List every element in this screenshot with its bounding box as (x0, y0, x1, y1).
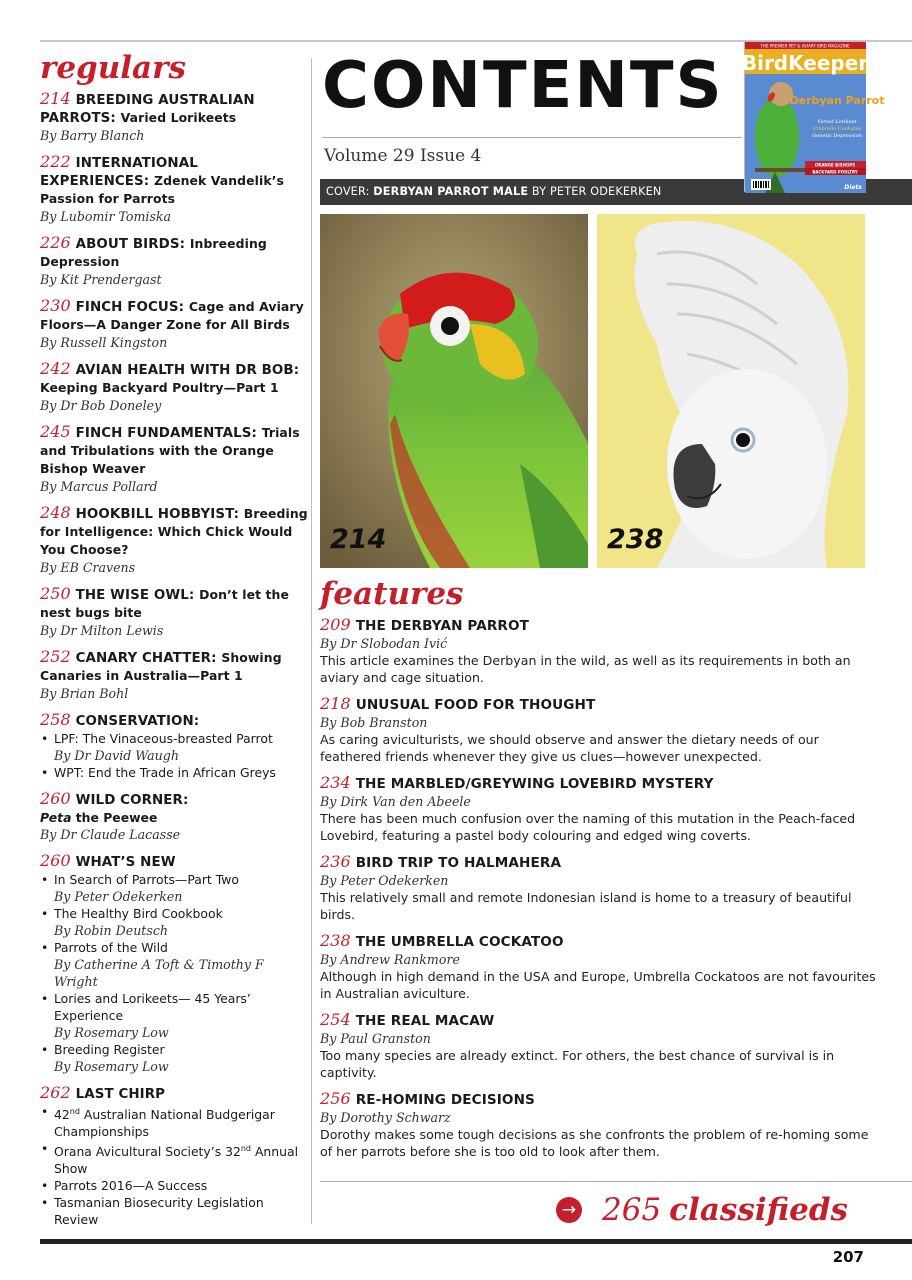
features-heading: features (320, 576, 464, 612)
regular-title: INTERNATIONAL EXPERIENCES: (40, 156, 198, 189)
regular-title: LAST CHIRP (75, 1087, 166, 1102)
byline: By EB Cravens (40, 560, 136, 575)
regulars-list (40, 90, 308, 702)
regular-title: FINCH FOCUS: (75, 300, 185, 315)
page-number-ref: 234 (320, 773, 351, 792)
features-section (320, 576, 880, 1169)
cover-band: ORANGE BISHOPS (814, 162, 856, 168)
subtitle-italic: Peta (40, 810, 72, 825)
byline: By Rosemary Low (54, 1059, 169, 1074)
byline: By Dr Bob Doneley (40, 398, 162, 413)
regular-subtitle: Cage and Aviary Floors—A Danger Zone for All Birds (40, 299, 304, 332)
page-number-ref: 214 (40, 89, 71, 108)
cover-masthead: BirdKeeper (741, 51, 869, 75)
regular-subtitle: Breeding for Intelligence: Which Chick Would You Choose? (40, 506, 308, 557)
bullet-text: 42 (54, 1107, 70, 1123)
feature-title: THE UMBRELLA COCKATOO (355, 934, 564, 950)
byline: By Lubomir Tomiska (40, 209, 172, 224)
page-number-ref: 260 (40, 789, 71, 808)
ordinal-suffix: nd (240, 1144, 252, 1154)
byline: By Andrew Rankmore (320, 952, 460, 967)
regular-item[interactable] (40, 234, 308, 288)
parrot-photo[interactable] (320, 214, 588, 568)
cockatoo-illustration (597, 214, 865, 568)
regular-subtitle: Varied Lorikeets (120, 110, 237, 125)
regular-subtitle: Don’t let the nest bugs bite (40, 587, 289, 620)
page-number-ref: 245 (40, 422, 71, 441)
feature-title: BIRD TRIP TO HALMAHERA (355, 855, 562, 871)
regular-subtitle: Inbreeding Depression (40, 236, 267, 269)
whats-new-list (40, 871, 308, 1075)
list-item[interactable] (40, 1140, 308, 1177)
byline: By Bob Branston (320, 715, 428, 730)
magazine-cover-thumbnail[interactable] (741, 41, 885, 192)
cover-headline: Derbyan Parrot (789, 94, 885, 107)
list-item[interactable] (40, 1041, 308, 1075)
bullet-text: Breeding Register (54, 1042, 165, 1057)
list-item[interactable] (40, 1194, 308, 1228)
regulars-heading: regulars (40, 50, 186, 86)
subtitle-rest: the Peewee (71, 810, 158, 825)
page-number-ref: 218 (320, 694, 351, 713)
feature-item[interactable] (320, 932, 880, 1002)
cover-tagline: THE PREMIER PET & AVIARY BIRD MAGAZINE (760, 43, 850, 49)
regular-item-last-chirp[interactable] (40, 1084, 308, 1228)
regular-item[interactable] (40, 153, 308, 225)
feature-title: THE MARBLED/GREYWING LOVEBIRD MYSTERY (355, 776, 714, 792)
bullet-text: Australian National Budgerigar Championships (54, 1107, 275, 1140)
bottom-rule (320, 1181, 912, 1182)
cover-credit: BY PETER ODEKERKEN (528, 185, 662, 198)
feature-description: Although in high demand in the USA and Europe, Umbrella Cockatoos are not favourites in Australian aviculture. (320, 969, 876, 1001)
byline: By Peter Odekerken (320, 873, 449, 888)
list-item[interactable] (40, 764, 308, 781)
feature-title: RE-HOMING DECISIONS (355, 1092, 535, 1108)
byline: By Paul Granston (320, 1031, 431, 1046)
byline: By Dr Milton Lewis (40, 623, 164, 638)
feature-item[interactable] (320, 774, 880, 844)
bullet-text: Tasmanian Biosecurity Legislation Review (54, 1195, 264, 1228)
page-number-ref: 209 (320, 615, 351, 634)
cover-title: DERBYAN PARROT MALE (373, 185, 529, 198)
regular-item[interactable] (40, 297, 308, 351)
column-divider (311, 58, 312, 1224)
page-number-ref: 258 (40, 710, 71, 729)
regular-item[interactable] (40, 423, 308, 495)
feature-description: As caring aviculturists, we should observe and answer the dietary needs of our feathered friends whenever they give us clues—however unexpected. (320, 732, 819, 764)
regular-title: CANARY CHATTER: (75, 651, 217, 666)
footer-bar (40, 1239, 912, 1244)
cover-art (741, 42, 885, 193)
cockatoo-photo[interactable] (597, 214, 865, 568)
volume-issue: Volume 29 Issue 4 (324, 146, 482, 166)
regulars-column (40, 50, 308, 1237)
parrot-illustration (320, 214, 588, 568)
regular-title: THE WISE OWL: (75, 588, 195, 603)
byline: By Robin Deutsch (54, 923, 168, 938)
page-number-ref: 250 (40, 584, 71, 603)
ordinal-suffix: nd (69, 1107, 80, 1116)
cover-line: Varied Lorikeet (817, 119, 857, 125)
cover-band: BACKYARD POULTRY (812, 169, 858, 175)
feature-description: Too many species are already extinct. For others, the best chance of survival is in captivity. (320, 1048, 835, 1080)
regular-item-whats-new[interactable] (40, 852, 308, 1075)
page-title: CONTENTS (322, 49, 724, 123)
byline: By Dr David Waugh (54, 748, 179, 763)
bullet-text: LPF: The Vinaceous-breasted Parrot (54, 731, 273, 746)
byline: By Dorothy Schwarz (320, 1110, 451, 1125)
photo-page-number: 214 (330, 524, 387, 555)
arrow-right-circle-icon: → (556, 1197, 582, 1223)
feature-item[interactable] (320, 853, 880, 923)
bullet-text: Lories and Lorikeets— 45 Years’ Experience (54, 991, 251, 1023)
feature-title: THE DERBYAN PARROT (355, 618, 529, 634)
byline: By Marcus Pollard (40, 479, 158, 494)
feature-description: This article examines the Derbyan in the wild, as well as its requirements in both an aviary and cage situation. (320, 653, 851, 685)
byline: By Catherine A Toft & Timothy F Wright (54, 957, 264, 989)
regular-title: ABOUT BIRDS: (75, 237, 186, 252)
regular-title: AVIAN HEALTH WITH DR BOB: (75, 363, 300, 378)
bullet-text: In Search of Parrots—Part Two (54, 872, 239, 887)
bullet-text: Parrots of the Wild (54, 940, 168, 955)
classifieds-link[interactable] (556, 1190, 848, 1230)
feature-title: THE REAL MACAW (355, 1013, 495, 1029)
regular-item[interactable] (40, 585, 308, 639)
bullet-text: Parrots 2016—A Success (54, 1178, 208, 1194)
page-number-ref: 262 (40, 1083, 71, 1102)
list-item[interactable] (40, 730, 308, 764)
regular-item[interactable] (40, 90, 308, 144)
page-number-ref: 236 (320, 852, 351, 871)
byline: By Rosemary Low (54, 1025, 169, 1040)
feature-item[interactable] (320, 1090, 880, 1160)
byline: By Brian Bohl (40, 686, 129, 701)
byline: By Dirk Van den Abeele (320, 794, 471, 809)
cover-corner: Diets (844, 184, 862, 191)
feature-description: There has been much confusion over the naming of this mutation in the Peach-faced Lovebird, featuring a pastel body colouring and edged wing coverts. (320, 811, 856, 843)
regular-subtitle: Showing Canaries in Australia—Part 1 (40, 650, 282, 683)
regular-title: BREEDING AUSTRALIAN PARROTS: (40, 93, 255, 126)
regular-subtitle: Trials and Tribulations with the Orange Bishop Weaver (40, 425, 300, 476)
bullet-text: Annual Show (54, 1144, 299, 1177)
page-number-ref: 252 (40, 647, 71, 666)
page-number: 207 (832, 1248, 864, 1266)
page-number-ref: 260 (40, 851, 71, 870)
page-number-ref: 248 (40, 503, 71, 522)
page-number-ref: 222 (40, 152, 71, 171)
regular-title: HOOKBILL HOBBYIST: (75, 507, 240, 522)
bullet-text: Orana Avicultural Society’s 32 (54, 1144, 241, 1160)
cover-line: Genetic Depression (812, 133, 862, 139)
list-item[interactable] (40, 939, 308, 990)
byline: By Dr Claude Lacasse (40, 827, 181, 842)
list-item[interactable] (40, 871, 308, 905)
regular-title: WILD CORNER: (75, 793, 189, 808)
cover-prefix: COVER: (326, 185, 374, 198)
page-number-ref: 242 (40, 359, 71, 378)
list-item[interactable] (40, 1103, 308, 1140)
byline: By Barry Blanch (40, 128, 145, 143)
bullet-text: WPT: End the Trade in African Greys (54, 765, 276, 780)
byline: By Russell Kingston (40, 335, 168, 350)
page-number-ref: 238 (320, 931, 351, 950)
cover-line: Umbrella Cockatoo (812, 126, 862, 132)
list-item[interactable] (40, 1177, 308, 1194)
byline: By Peter Odekerken (54, 889, 183, 904)
page-number-ref: 230 (40, 296, 71, 315)
page-number-ref: 226 (40, 233, 71, 252)
byline: By Kit Prendergast (40, 272, 162, 287)
regular-item[interactable] (40, 648, 308, 702)
feature-item[interactable] (320, 616, 880, 686)
bullet-text: The Healthy Bird Cookbook (54, 906, 223, 921)
regular-title: FINCH FUNDAMENTALS: (75, 426, 257, 441)
regular-title: WHAT’S NEW (75, 855, 176, 870)
regular-item[interactable] (40, 504, 308, 576)
regular-subtitle: Zdenek Vandelik’s Passion for Parrots (40, 173, 284, 206)
feature-description: This relatively small and remote Indonesian island is home to a treasury of beautiful birds. (320, 890, 852, 922)
title-rule (322, 137, 742, 138)
page-number-ref: 256 (320, 1089, 351, 1108)
byline: By Dr Slobodan Ivić (320, 636, 448, 651)
regular-item[interactable] (40, 360, 308, 414)
features-list (320, 616, 880, 1160)
regular-subtitle: Keeping Backyard Poultry—Part 1 (40, 380, 279, 395)
feature-title: UNUSUAL FOOD FOR THOUGHT (355, 697, 596, 713)
list-item[interactable] (40, 990, 308, 1041)
classifieds-page-number: 265 (602, 1192, 662, 1228)
regular-item-conservation[interactable] (40, 711, 308, 781)
regular-title: CONSERVATION: (75, 714, 200, 729)
page-number-ref: 254 (320, 1010, 351, 1029)
photo-page-number: 238 (607, 524, 664, 555)
feature-description: Dorothy makes some tough decisions as she confronts the problem of re-homing some of her parrots before she is too old to look after them. (320, 1127, 869, 1159)
feature-item[interactable] (320, 695, 880, 765)
feature-item[interactable] (320, 1011, 880, 1081)
classifieds-label: classifieds (669, 1192, 848, 1228)
list-item[interactable] (40, 905, 308, 939)
regular-item-wild-corner[interactable] (40, 790, 308, 843)
